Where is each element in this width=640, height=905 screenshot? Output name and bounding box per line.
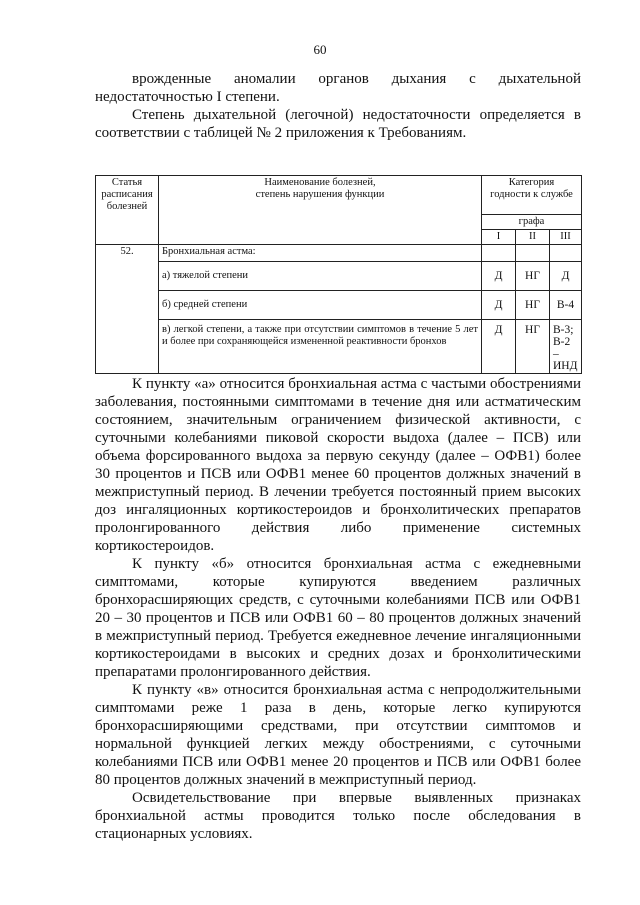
text-line: симптомами реже 1 раза в день, которые легко купируются: [95, 700, 581, 716]
disease-header-line: степень нарушения функции: [255, 189, 385, 200]
empty-cell: [550, 245, 582, 262]
text-line: К пункту «в» относится бронхиальная астма с непродолжительными: [132, 682, 581, 698]
category-value: В-4: [550, 291, 582, 320]
text-line: врожденные аномалии органов дыхания с дыхательной: [132, 71, 581, 87]
text-line: 20 – 30 процентов и ПСВ или ОФВ1 60 – 80 процентов должных значений: [95, 610, 581, 626]
column-header-2: II: [516, 230, 550, 245]
intro-text: [95, 70, 581, 142]
article-header-line: болезней: [106, 201, 148, 212]
category-value: НГ: [516, 291, 550, 320]
category-value: Д: [482, 262, 516, 291]
table-row: [96, 245, 582, 262]
category-value: НГ: [516, 262, 550, 291]
category-value: Д: [482, 291, 516, 320]
category-header: [482, 176, 582, 215]
text-line: недостаточностью I степени.: [95, 89, 280, 105]
body-text: [95, 375, 581, 843]
text-line: 30 процентов и ПСВ или ОФВ1 менее 60 процентов должных значений в: [95, 466, 581, 482]
empty-cell: [482, 245, 516, 262]
text-line: Освидетельствование при впервые выявленных признаках: [132, 790, 581, 806]
empty-cell: [516, 245, 550, 262]
text-line: состоянием, значительным ограничением физической активности, с: [95, 412, 581, 428]
text-line: бронхорасширяющих средств, с суточными колебаниями ПСВ или ОФВ1: [95, 592, 581, 608]
row-label: в) легкой степени, а также при отсутствии симптомов в течение 5 лет и более при сохраняющейся измененной реактивности бронхов: [159, 320, 482, 374]
text-line: в межприступный период. Требуется ежедневное лечение ингаляционными: [95, 628, 581, 644]
text-line: кортикостероидами в высоких и средних дозах и бронхолитическими: [95, 646, 581, 662]
text-line: доз ингаляционных кортикостероидов и бронхолитических препаратов: [95, 502, 581, 518]
article-header: [96, 176, 159, 245]
article-number: 52.: [96, 245, 159, 374]
text-line: 80 процентов должных значений в межприступный период.: [95, 772, 477, 788]
column-header-1: I: [482, 230, 516, 245]
text-line: стационарных условиях.: [95, 826, 253, 842]
column-header-3: III: [550, 230, 582, 245]
category-header-line: Категория: [508, 177, 555, 188]
table-row: [96, 262, 582, 291]
text-line: межприступный период. В лечении требуется постоянный прием высоких: [95, 484, 581, 500]
text-line: бронхиальной астмы проводится только после обследования в: [95, 808, 581, 824]
column-group-header: графа: [482, 215, 582, 230]
text-line: кортикостероидов.: [95, 538, 215, 554]
text-line: заболевания, постоянными симптомами в течение дня или астматическим: [95, 394, 581, 410]
table-row: [96, 291, 582, 320]
text-line: Степень дыхательной (легочной) недостаточности определяется в: [132, 107, 581, 123]
disease-header: [159, 176, 482, 245]
fitness-category-table: [95, 175, 582, 374]
text-line: симптомами, которые купируются введением различных: [95, 574, 581, 590]
text-line: К пункту «б» относится бронхиальная астма с ежедневными: [132, 556, 581, 572]
text-line: суточными колебаниями пиковой скорости выдоха (далее – ПСВ) или: [95, 430, 581, 446]
table-header-row: [96, 176, 582, 215]
table-row: [96, 320, 582, 374]
row-label: б) средней степени: [159, 291, 482, 320]
text-line: объема форсированного выдоха за первую секунду (далее – ОФВ1) более: [95, 448, 581, 464]
article-header-line: расписания: [101, 189, 153, 200]
page-number: 60: [313, 42, 327, 57]
disease-header-line: Наименование болезней,: [264, 177, 376, 188]
text-line: препаратами пролонгированного действия.: [95, 664, 371, 680]
row-label: а) тяжелой степени: [159, 262, 482, 291]
category-value: Д: [482, 320, 516, 374]
text-line: пролонгированного действия либо применение системных: [95, 520, 581, 536]
category-value: В-3; В-2 – ИНД: [550, 320, 582, 374]
text-line: К пункту «а» относится бронхиальная астма с частыми обострениями: [132, 376, 581, 392]
text-line: колебаниями ПСВ или ОФВ1 менее 20 процентов и ПСВ или ОФВ1 более: [95, 754, 581, 770]
category-value: Д: [550, 262, 582, 291]
text-line: соответствии с таблицей № 2 приложения к Требованиям.: [95, 125, 467, 141]
text-line: нормальной функцией легких между обострениями, с суточными: [95, 736, 581, 752]
category-header-line: годности к службе: [490, 189, 573, 200]
disease-title: Бронхиальная астма:: [159, 245, 482, 262]
article-header-line: Статья: [111, 177, 143, 188]
text-line: бронхорасширяющими средствами, при отсутствии симптомов и: [95, 718, 581, 734]
category-value: НГ: [516, 320, 550, 374]
